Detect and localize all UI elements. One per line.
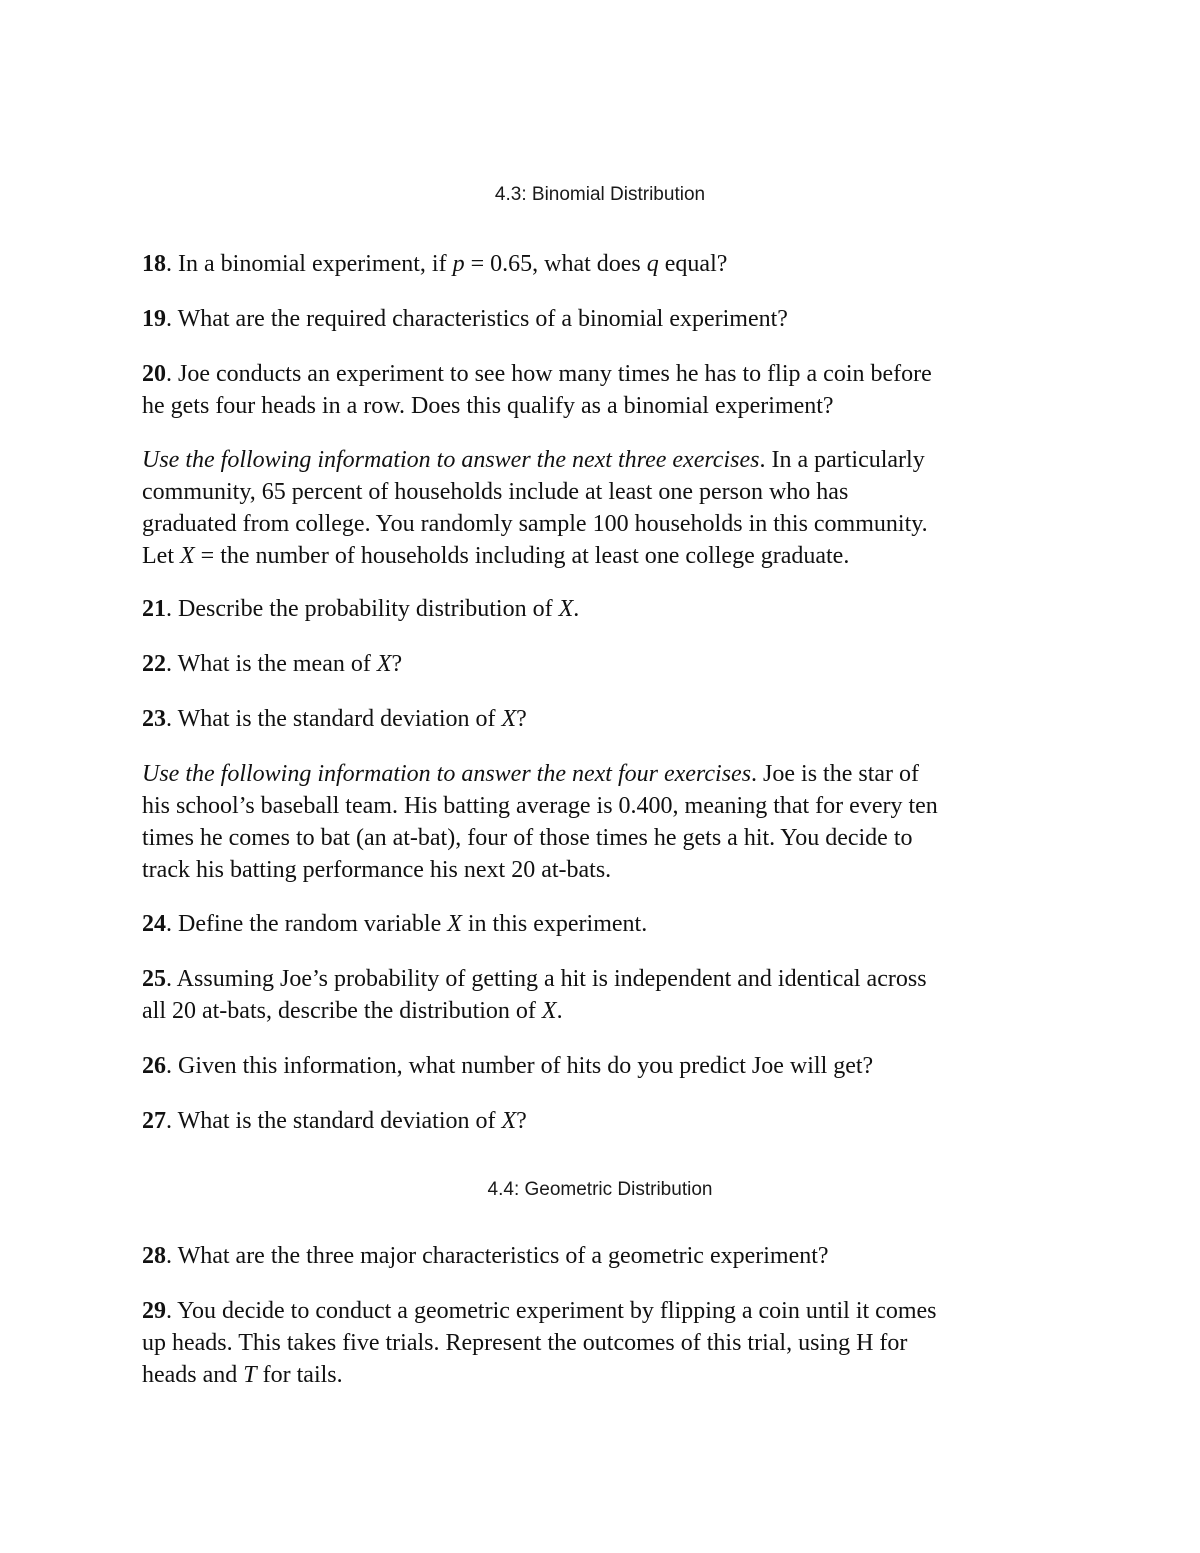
- question-number: 27: [142, 1108, 166, 1134]
- variable-x: X: [179, 543, 195, 569]
- question-text: . What is the standard deviation of: [166, 1108, 502, 1134]
- variable-x: X: [447, 911, 462, 937]
- question-number: 25: [142, 966, 166, 992]
- text-line: he gets four heads in a row. Does this qualify as a binomial experiment?: [142, 393, 834, 419]
- variable-x: X: [501, 1108, 517, 1134]
- question-text: . Assuming Joe’s probability of getting a hit is independent and identical across: [166, 966, 927, 992]
- section-heading-geometric: 4.4: Geometric Distribution: [487, 1179, 713, 1200]
- question-text: for tails.: [256, 1362, 343, 1388]
- text-line: [142, 963, 1062, 995]
- question-number: 29: [142, 1298, 166, 1324]
- question-18: [142, 248, 1062, 280]
- text-line: up heads. This takes five trials. Represent the outcomes of this trial, using H for: [142, 1330, 908, 1356]
- text-line: [142, 1359, 1062, 1391]
- info-text: Let: [142, 543, 180, 569]
- question-number: 21: [142, 596, 166, 622]
- question-text: heads and: [142, 1362, 244, 1388]
- question-20: [142, 358, 1062, 422]
- question-number: 18: [142, 251, 166, 277]
- section-heading-binomial: 4.3: Binomial Distribution: [494, 184, 706, 205]
- text-line: his school’s baseball team. His batting average is 0.400, meaning that for every ten: [142, 793, 938, 819]
- question-21: [142, 593, 1062, 625]
- variable-x: X: [376, 651, 392, 677]
- text-line: [142, 358, 1062, 390]
- info-block-households: [142, 444, 1062, 572]
- text-line: [142, 444, 1062, 476]
- variable-q: q: [646, 251, 659, 277]
- question-number: 19: [142, 306, 166, 332]
- text-line: track his batting performance his next 20 at-bats.: [142, 857, 612, 883]
- text-line: [142, 995, 1062, 1027]
- question-text: ?: [516, 1108, 527, 1134]
- question-22: [142, 648, 1062, 680]
- question-text: ?: [391, 651, 403, 677]
- text-line: graduated from college. You randomly sample 100 households in this community.: [142, 511, 928, 537]
- question-19: [142, 303, 1062, 335]
- question-26: [142, 1050, 1062, 1082]
- question-28: [142, 1240, 1062, 1272]
- question-text: = 0.65, what does: [464, 251, 647, 277]
- question-number: 28: [142, 1243, 166, 1269]
- question-text: . In a binomial experiment, if: [166, 251, 453, 277]
- text-line: community, 65 percent of households include at least one person who has: [142, 479, 849, 505]
- info-block-batting: [142, 758, 1062, 886]
- question-text: . What are the required characteristics of a binomial experiment?: [166, 306, 788, 332]
- question-text: . You decide to conduct a geometric experiment by flipping a coin until it comes: [166, 1298, 937, 1324]
- variable-p: p: [452, 251, 465, 277]
- question-text: . Define the random variable: [166, 911, 448, 937]
- question-number: 22: [142, 651, 166, 677]
- variable-x: X: [501, 706, 517, 732]
- question-text: . What is the mean of: [166, 651, 377, 677]
- variable-t: T: [243, 1362, 257, 1388]
- question-text: all 20 at-bats, describe the distribution of: [142, 998, 542, 1024]
- question-number: 26: [142, 1053, 166, 1079]
- question-text: . What are the three major characteristics of a geometric experiment?: [166, 1243, 829, 1269]
- text-line: [142, 540, 1062, 572]
- question-25: [142, 963, 1062, 1027]
- info-text: . In a particularly: [759, 447, 925, 473]
- question-text: in this experiment.: [461, 911, 648, 937]
- text-line: [142, 1295, 1062, 1327]
- info-text: . Joe is the star of: [751, 761, 920, 787]
- question-text: . Joe conducts an experiment to see how many times he has to flip a coin before: [166, 361, 932, 387]
- variable-x: X: [558, 596, 574, 622]
- question-23: [142, 703, 1062, 735]
- text-line: [142, 758, 1062, 790]
- question-text: . Given this information, what number of hits do you predict Joe will get?: [166, 1053, 874, 1079]
- info-intro: Use the following information to answer the next three exercises: [142, 447, 760, 473]
- text-line: times he comes to bat (an at-bat), four of those times he gets a hit. You decide to: [142, 825, 913, 851]
- question-number: 20: [142, 361, 166, 387]
- question-27: [142, 1105, 1062, 1137]
- question-24: [142, 908, 1062, 940]
- question-text: .: [573, 596, 580, 622]
- question-text: . What is the standard deviation of: [166, 706, 502, 732]
- question-number: 23: [142, 706, 166, 732]
- question-29: [142, 1295, 1062, 1391]
- question-text: .: [556, 998, 563, 1024]
- variable-x: X: [541, 998, 557, 1024]
- info-text: = the number of households including at least one college graduate.: [194, 543, 850, 569]
- question-text: equal?: [658, 251, 728, 277]
- question-number: 24: [142, 911, 166, 937]
- question-text: ?: [516, 706, 527, 732]
- info-intro: Use the following information to answer the next four exercises: [142, 761, 752, 787]
- question-text: . Describe the probability distribution of: [166, 596, 559, 622]
